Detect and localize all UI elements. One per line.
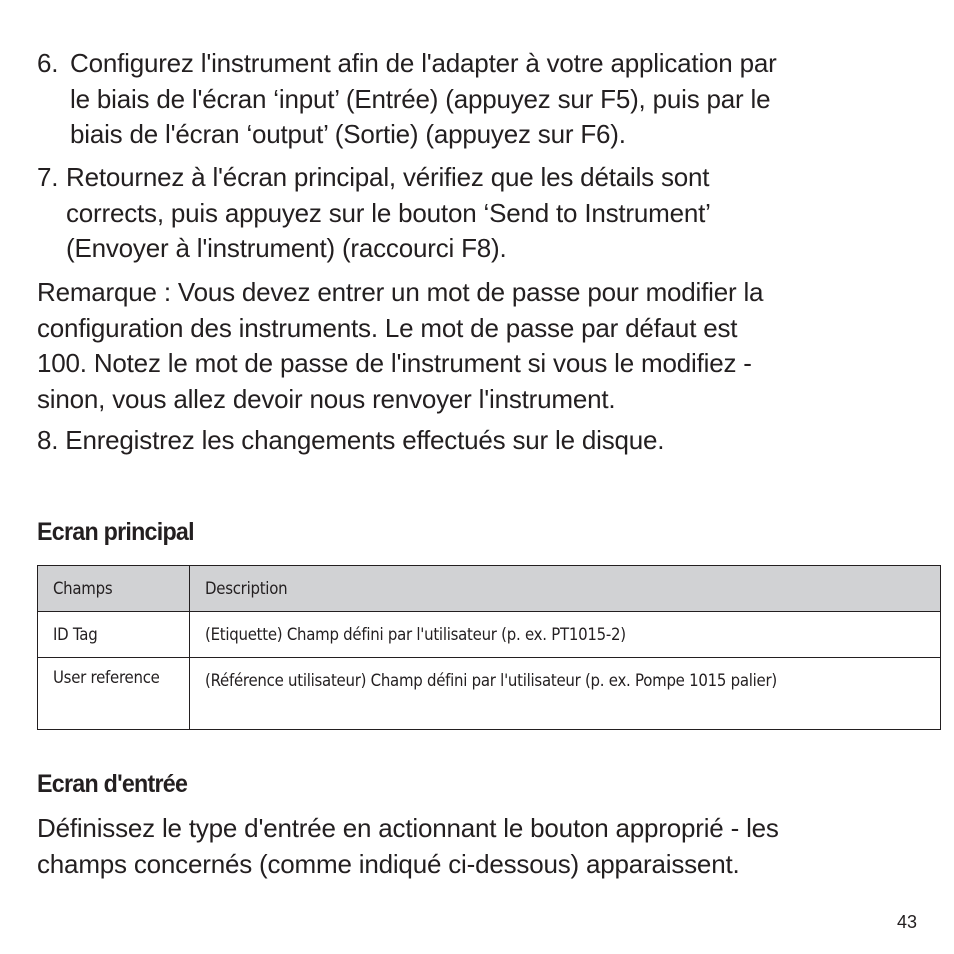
page-number: 43: [896, 912, 917, 932]
step-line: corrects, puis appuyez sur le bouton ‘Send to Instrument’: [66, 197, 711, 228]
paragraph-line: champs concernés (comme indiqué ci-dessous) apparaissent.: [37, 848, 740, 879]
note-line: configuration des instruments. Le mot de passe par défaut est: [37, 312, 738, 343]
table-row: [38, 658, 941, 730]
step-line: Configurez l'instrument afin de l'adapter à votre application par: [70, 48, 777, 78]
note-line: sinon, vous allez devoir nous renvoyer l'instrument.: [37, 383, 616, 414]
section-title-input-screen: Ecran d'entrée: [37, 770, 188, 798]
step-8: 8. Enregistrez les changements effectués sur le disque.: [37, 425, 665, 455]
paragraph-line: Définissez le type d'entrée en actionnant le bouton approprié - les: [37, 813, 779, 843]
input-screen-paragraph: [37, 811, 917, 882]
step-number: 6.: [37, 48, 59, 78]
table-header-cell: Description: [190, 566, 941, 612]
section-title-main-screen: Ecran principal: [37, 518, 194, 546]
step-line: le biais de l'écran ‘input’ (Entrée) (appuyez sur F5), puis par le: [70, 83, 771, 114]
table-row: [38, 612, 941, 658]
step-number: 7.: [37, 162, 59, 192]
table-cell: User reference: [38, 658, 190, 730]
table-cell: ID Tag: [38, 612, 190, 658]
step-line: Retournez à l'écran principal, vérifiez que les détails sont: [66, 162, 710, 192]
step-7: [37, 160, 917, 267]
table-cell: (Etiquette) Champ défini par l'utilisateur (p. ex. PT1015-2): [190, 612, 941, 658]
step-6: [37, 46, 917, 153]
note-paragraph: [37, 275, 917, 417]
step-line: biais de l'écran ‘output’ (Sortie) (appuyez sur F6).: [70, 119, 626, 149]
note-line: Remarque : Vous devez entrer un mot de passe pour modifier la: [37, 277, 764, 307]
fields-table: [37, 565, 941, 730]
table-cell: (Référence utilisateur) Champ défini par l'utilisateur (p. ex. Pompe 1015 palier): [190, 658, 941, 730]
table-header-cell: Champs: [38, 566, 190, 612]
note-line: 100. Notez le mot de passe de l'instrument si vous le modifiez -: [37, 348, 752, 378]
table-header-row: [38, 566, 941, 612]
step-line: (Envoyer à l'instrument) (raccourci F8).: [66, 233, 507, 263]
